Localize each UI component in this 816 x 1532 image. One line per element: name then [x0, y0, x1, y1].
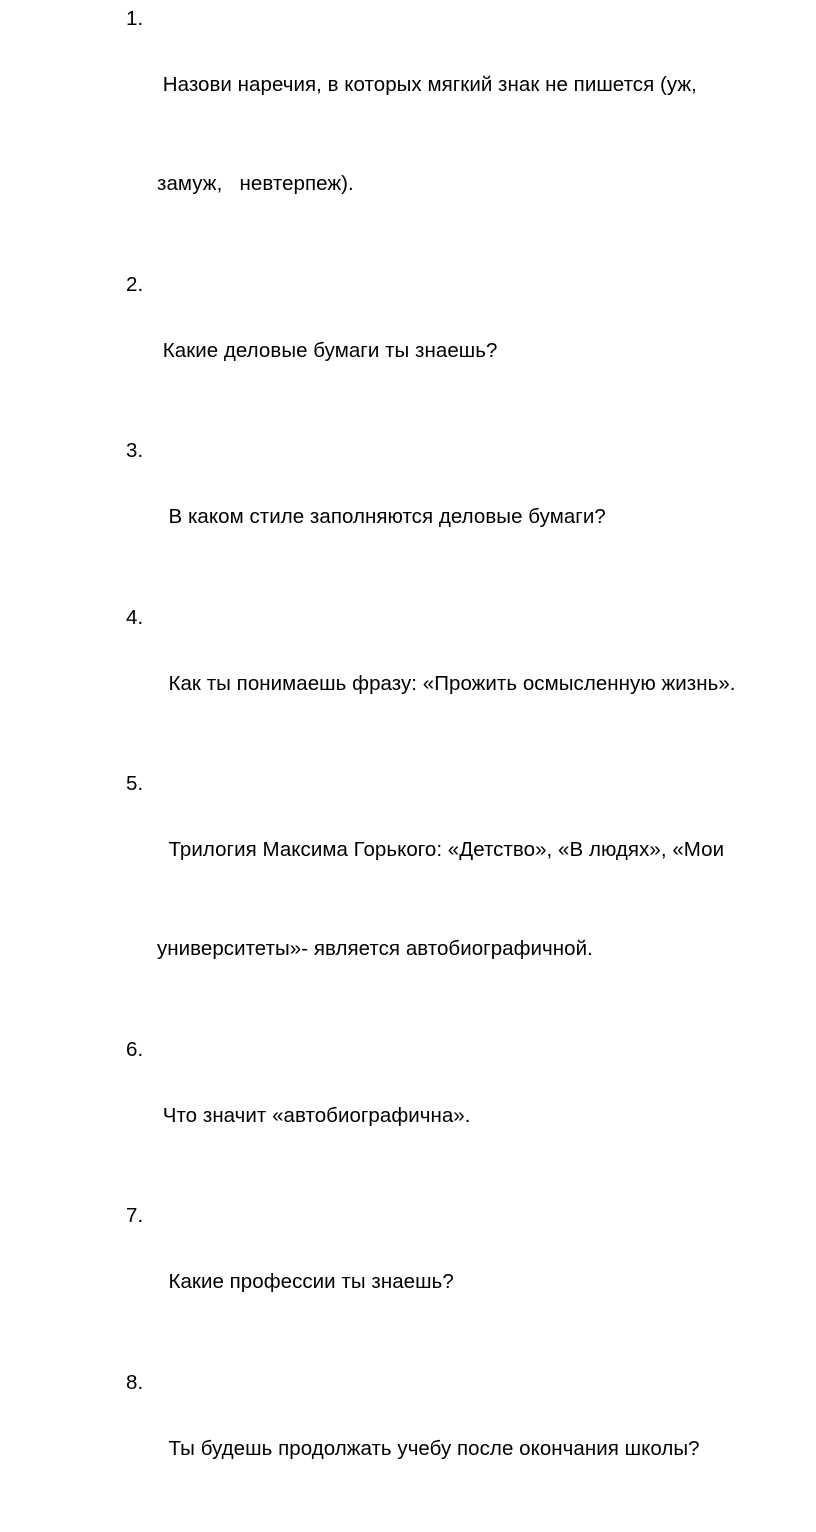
list-item-line: Назови наречия, в которых мягкий знак не пишется (уж,: [157, 73, 697, 96]
list-item-number: 6.: [126, 1037, 144, 1061]
list-item: [126, 2, 796, 266]
list-item: [126, 434, 796, 599]
list-item-text: [157, 268, 796, 433]
list-item-number: 5.: [126, 772, 144, 795]
list-item-line: Как ты понимаешь фразу: «Прожить осмысленную жизнь».: [157, 671, 736, 695]
list-item-number: 4.: [126, 605, 144, 629]
list-item-line: Ты будешь продолжать учебу после окончания школы?: [157, 1436, 700, 1460]
list-item-line: Какие профессии ты знаешь?: [157, 1270, 454, 1293]
list-item-text: [157, 1199, 796, 1364]
list-item-number: 1.: [126, 7, 144, 30]
list-item-text: [157, 767, 796, 1031]
list-item: [126, 1033, 796, 1198]
question-list: [126, 2, 796, 1532]
list-item-line: замуж, невтерпеж).: [157, 172, 354, 195]
list-item-number: 2.: [126, 272, 144, 296]
list-item-line: Что значит «автобиографична».: [157, 1103, 471, 1127]
list-item-number: 8.: [126, 1370, 144, 1394]
list-item-text: [157, 601, 796, 766]
list-item: [126, 1366, 796, 1531]
list-item-line: университеты»- является автобиографичной.: [157, 937, 593, 960]
list-item-line: Трилогия Максима Горького: «Детство», «В людях», «Мои: [157, 838, 725, 861]
list-item-text: [157, 434, 796, 599]
list-item-line: В каком стиле заполняются деловые бумаги?: [157, 505, 606, 528]
list-item-number: 7.: [126, 1204, 144, 1227]
list-item-line: Какие деловые бумаги ты знаешь?: [157, 338, 498, 362]
list-item: [126, 767, 796, 1031]
list-item-text: [157, 2, 796, 266]
list-item: [126, 268, 796, 433]
list-item: [126, 1199, 796, 1364]
list-item-number: 3.: [126, 439, 144, 462]
list-item-text: [157, 1366, 796, 1531]
list-item: [126, 601, 796, 766]
list-item-text: [157, 1033, 796, 1198]
